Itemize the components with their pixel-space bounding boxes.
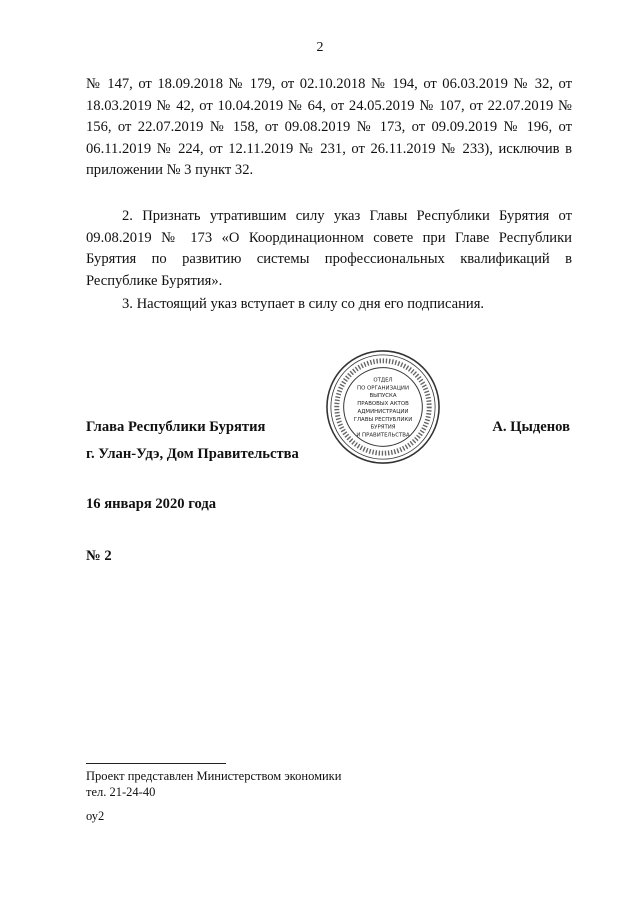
svg-text:ПО ОРГАНИЗАЦИИ: ПО ОРГАНИЗАЦИИ — [357, 385, 409, 392]
page-number: 2 — [316, 40, 324, 55]
footnote-divider — [86, 763, 226, 764]
seal-graphic — [324, 348, 442, 466]
svg-text:БУРЯТИЯ: БУРЯТИЯ — [370, 424, 396, 431]
paragraph-amendments: № 147, от 18.09.2018 № 179, от 02.10.2018 № 194, от 06.03.2019 № 32, от 18.03.2019 № 42, от 10.04.2019 № 64, от 24.05.2019 № 107, от 22.07.2019 № 156, от 22.07.2019 № 158, от 09.08.2019 № 173, от 09.09.2019 № 196, от 06.11.2019 № 224, от 12.11.2019 № 231, от 26.11.2019 № 233), исключив в приложении № 3 пункт 32. — [86, 76, 572, 178]
paragraph-3: 3. Настоящий указ вступает в силу со дня его подписания. — [122, 296, 485, 312]
svg-text:ВЫПУСКА: ВЫПУСКА — [369, 393, 397, 400]
signatory-title: Глава Республики Бурятия — [86, 419, 266, 435]
svg-text:И ПРАВИТЕЛЬСТВА: И ПРАВИТЕЛЬСТВА — [356, 432, 410, 439]
round-seal-icon — [324, 348, 442, 466]
paragraph-2: 2. Признать утратившим силу указ Главы Республики Бурятия от 09.08.2019 № 173 «О Координационном совете при Главе Республики Бурятия по развитию системы профессиональных квалификаций в Республике Бурятия». — [86, 208, 572, 289]
svg-text:АДМИНИСТРАЦИИ: АДМИНИСТРАЦИИ — [357, 408, 409, 415]
signing-date: 16 января 2020 года — [86, 496, 217, 512]
decree-number: № 2 — [86, 548, 112, 564]
footnote-ministry: Проект представлен Министерством экономики — [86, 769, 342, 783]
svg-text:ГЛАВЫ РЕСПУБЛИКИ: ГЛАВЫ РЕСПУБЛИКИ — [353, 416, 413, 423]
footnote-code: оу2 — [86, 809, 105, 823]
svg-text:ПРАВОВЫХ АКТОВ: ПРАВОВЫХ АКТОВ — [357, 401, 409, 408]
signatory-name: А. Цыденов — [492, 419, 570, 435]
footnote-phone: тел. 21-24-40 — [86, 785, 156, 799]
svg-text:ОТДЕЛ: ОТДЕЛ — [373, 377, 393, 384]
signing-place: г. Улан-Удэ, Дом Правительства — [86, 446, 299, 462]
